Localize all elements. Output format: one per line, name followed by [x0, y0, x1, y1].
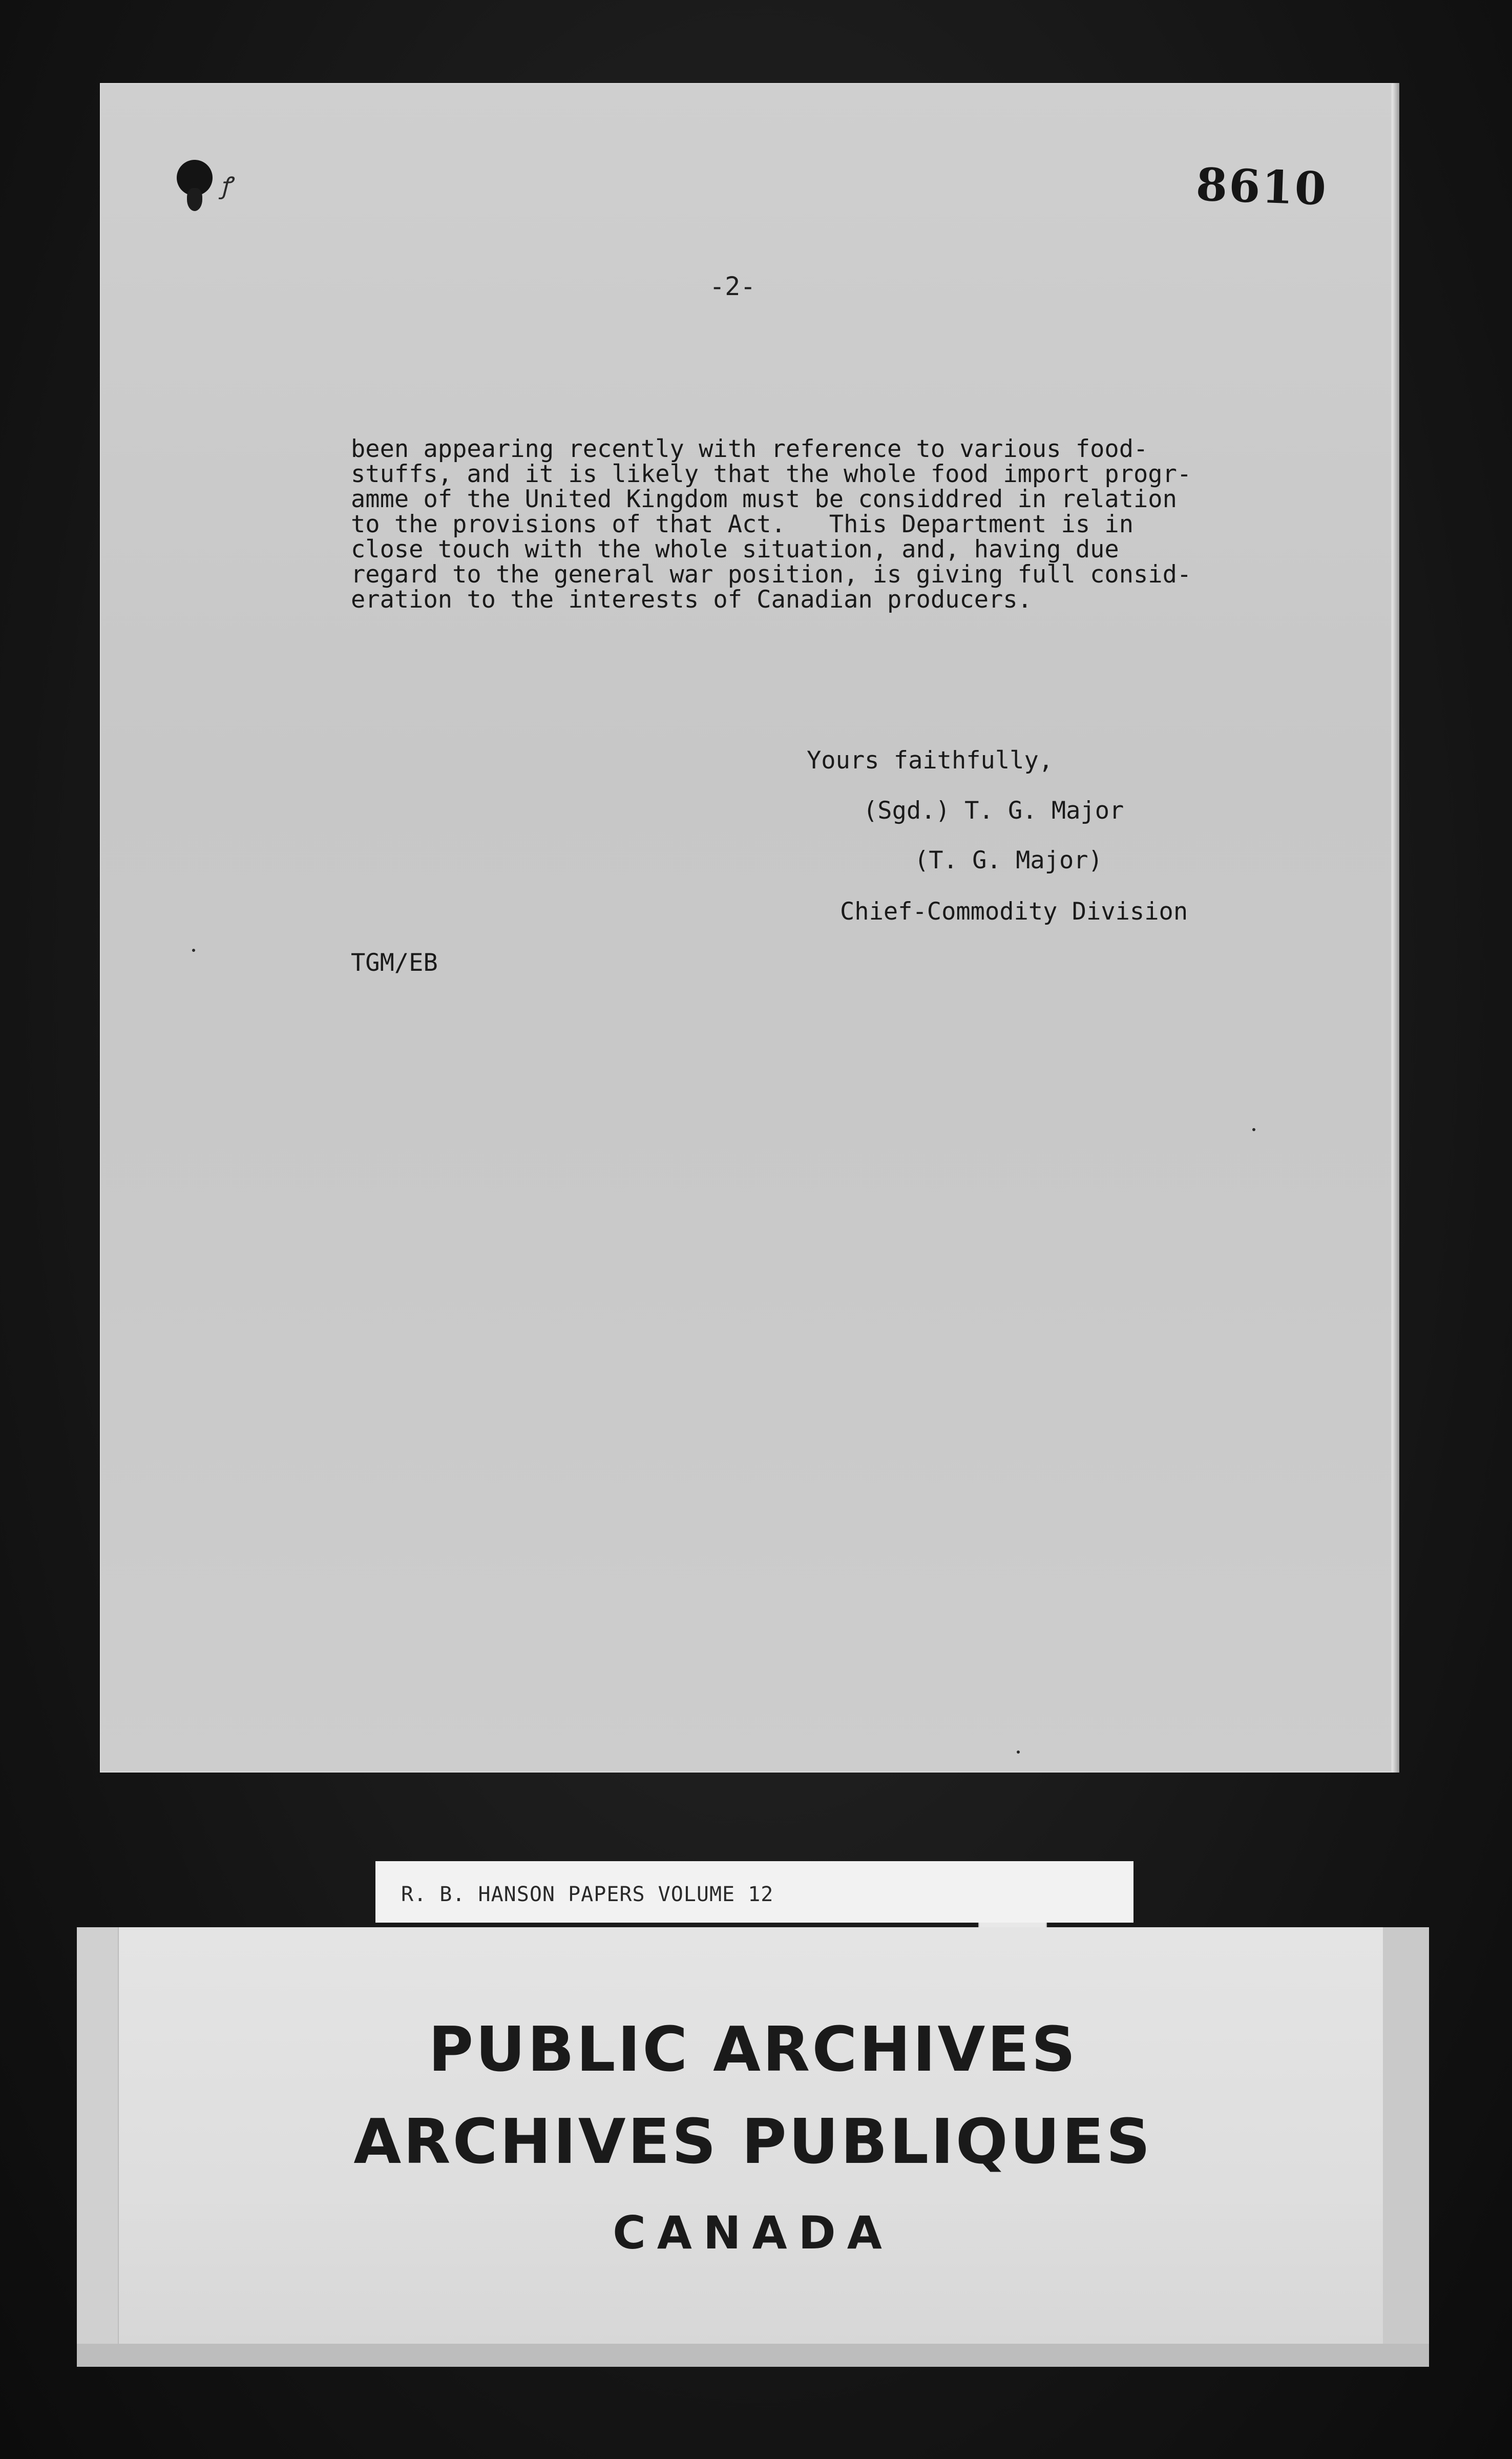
- body-line: eration to the interests of Canadian producers.: [351, 586, 1032, 614]
- body-line: been appearing recently with reference to various food-: [351, 435, 1148, 463]
- volume-label-text: R. B. HANSON PAPERS VOLUME 12: [401, 1883, 774, 1906]
- body-line: close touch with the whole situation, and, having due: [351, 535, 1119, 564]
- signatory-title: Chief-Commodity Division: [840, 898, 1188, 926]
- ink-mark: ꝭ: [220, 172, 232, 199]
- volume-label: [375, 1861, 1133, 1923]
- body-line: regard to the general war position, is giving full consid-: [351, 560, 1192, 589]
- reference-initials: TGM/EB: [351, 949, 438, 977]
- archives-card-line-french: ARCHIVES PUBLIQUES: [353, 2107, 1152, 2178]
- stamped-page-number: 8610: [1195, 157, 1329, 216]
- ink-blot-drip: [187, 188, 202, 211]
- page-edge: [1392, 83, 1399, 1773]
- dust-speck: [192, 949, 195, 952]
- archives-card-country: CANADA: [613, 2206, 893, 2259]
- card-bottom-band: [77, 2344, 1429, 2367]
- archives-card-line-english: PUBLIC ARCHIVES: [428, 2014, 1078, 2086]
- letter-body: [351, 436, 1365, 612]
- body-line: amme of the United Kingdom must be considdred in relation: [351, 485, 1177, 513]
- closing-salutation: Yours faithfully,: [807, 746, 1054, 775]
- typed-name: (T. G. Major): [914, 846, 1103, 874]
- dust-speck: [1252, 1128, 1255, 1131]
- dust-speck: [1017, 1751, 1020, 1754]
- page-number: -2-: [709, 272, 756, 301]
- archives-card: [77, 1927, 1429, 2367]
- typed-letter-page: [100, 83, 1392, 1773]
- signature-line: (Sgd.) T. G. Major: [863, 797, 1124, 825]
- body-line: stuffs, and it is likely that the whole food import progr-: [351, 460, 1192, 488]
- body-line: to the provisions of that Act. This Department is in: [351, 510, 1134, 538]
